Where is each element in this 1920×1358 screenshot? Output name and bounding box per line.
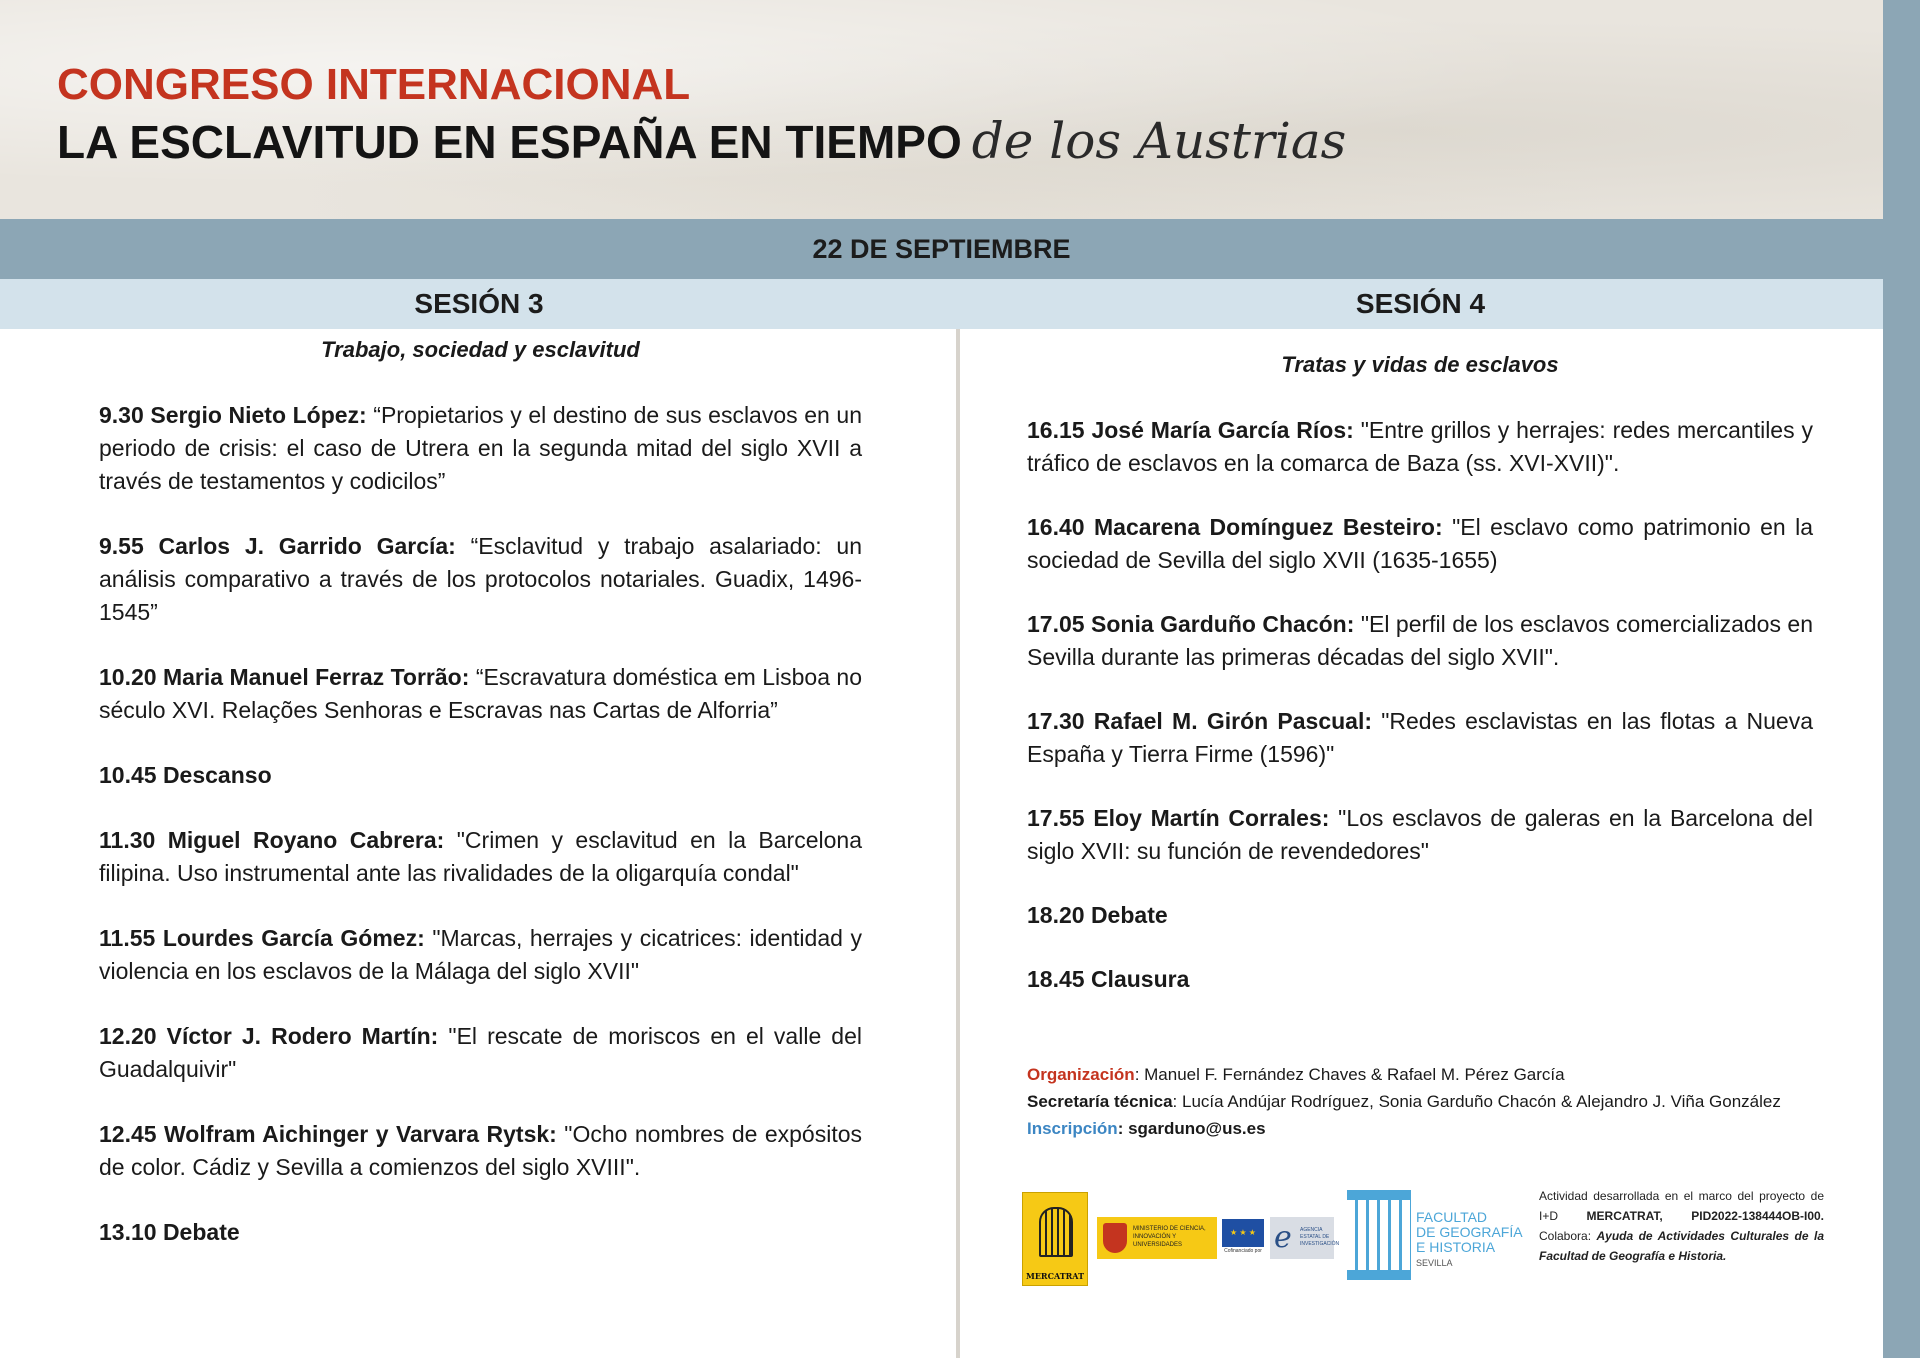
talk-item — [1027, 802, 1813, 868]
talk-speaker: 12.20 Víctor J. Rodero Martín: — [99, 1023, 439, 1049]
talk-speaker: 10.45 Descanso — [99, 762, 272, 788]
talk-item — [1027, 608, 1813, 674]
faculty-line-2: DE GEOGRAFÍA — [1416, 1224, 1523, 1240]
session-3-label: SESIÓN 3 — [414, 288, 544, 319]
talk-title: "El esclavo como patrimonio en la sociedad de Sevilla del siglo XVII (1635-1655) — [1027, 514, 1814, 573]
talk-speaker: 17.05 Sonia Garduño Chacón: — [1027, 611, 1355, 637]
talk-item — [99, 1020, 862, 1086]
secretariat-line — [1027, 1088, 1857, 1115]
project-note-collab: Colabora: — [1539, 1229, 1597, 1243]
talk-title: "El rescate de moriscos en el valle del Guadalquivir" — [99, 1023, 862, 1082]
talk-speaker: 18.45 Clausura — [1027, 966, 1190, 992]
talk-title: "Redes esclavistas en las flotas a Nueva España y Tierra Firme (1596)" — [1027, 708, 1813, 767]
talk-speaker: 9.55 Carlos J. Garrido García: — [99, 533, 456, 559]
talk-title: "Entre grillos y herrajes: redes mercantiles y tráfico de esclavos en la comarca de Baza (ss. XVI-XVII)". — [1027, 417, 1814, 476]
talk-item — [99, 530, 862, 629]
faculty-line-1: FACULTAD — [1416, 1209, 1488, 1225]
eu-flag-icon: ★ ★ ★ — [1222, 1219, 1264, 1247]
talk-item — [99, 759, 862, 792]
aei-logo-text: AGENCIA ESTATAL DE INVESTIGACIÓN — [1300, 1227, 1340, 1247]
organization-label: Organización — [1027, 1065, 1135, 1084]
aei-e-icon: e — [1274, 1220, 1292, 1255]
talk-item — [99, 1216, 862, 1249]
talk-speaker: 17.55 Eloy Martín Corrales: — [1027, 805, 1330, 831]
project-note — [1539, 1186, 1824, 1266]
organization-value: : Manuel F. Fernández Chaves & Rafael M. Pérez García — [1134, 1065, 1565, 1084]
session-bar — [0, 279, 1883, 329]
faculty-logo-text — [1416, 1210, 1526, 1271]
session-4-theme: Tratas y vidas de esclavos — [1281, 352, 1559, 377]
secretariat-value: : Lucía Andújar Rodríguez, Sonia Garduño Chacón & Alejandro J. Viña González — [1172, 1092, 1781, 1111]
session-3-theme: Trabajo, sociedad y esclavitud — [321, 337, 640, 362]
talk-speaker: 16.40 Macarena Domínguez Besteiro: — [1027, 514, 1443, 540]
talk-title: "Ocho nombres de expósitos de color. Cádiz y Sevilla a comienzos del siglo XVIII". — [99, 1121, 863, 1180]
faculty-city: SEVILLA — [1416, 1258, 1453, 1268]
aei-logo — [1270, 1217, 1340, 1259]
talk-title: “Propietarios y el destino de sus esclavos en un periodo de crisis: el caso de Utrera en la segunda mitad del siglo XVII a través de testamentos y codicilos” — [99, 402, 862, 494]
ministry-logo — [1097, 1217, 1217, 1259]
project-note-aid: Ayuda de Actividades Culturales de la Facultad de Geografía e Historia. — [1539, 1229, 1824, 1263]
talk-item — [1027, 705, 1813, 771]
header-banner — [0, 0, 1883, 219]
talk-item — [99, 661, 862, 727]
talk-item — [99, 399, 862, 498]
talk-item — [99, 1118, 862, 1184]
congress-title: CONGRESO INTERNACIONAL — [57, 60, 691, 109]
secretariat-label: Secretaría técnica — [1027, 1092, 1173, 1111]
talk-title: "Crimen y esclavitud en la Barcelona filipina. Uso instrumental ante las rivalidades de la oligarquía condal" — [99, 827, 862, 886]
talk-item — [1027, 511, 1813, 577]
building-icon — [1347, 1190, 1411, 1280]
talk-speaker: 16.15 José María García Ríos: — [1027, 417, 1354, 443]
column-divider — [956, 329, 960, 1358]
project-note-prefix: Actividad desarrollada en el marco del proyecto de I+D — [1539, 1189, 1824, 1223]
talk-item — [1027, 963, 1813, 996]
talk-speaker: 13.10 Debate — [99, 1219, 240, 1245]
registration-line — [1027, 1115, 1857, 1142]
talk-title: "El perfil de los esclavos comercializados en Sevilla durante las primeras décadas del siglo XVII". — [1027, 611, 1813, 670]
faculty-logo — [1347, 1190, 1523, 1282]
talk-title: “Escravatura doméstica em Lisboa no século XVI. Relações Senhoras e Escravas nas Cartas de Alforria” — [99, 664, 863, 723]
talk-speaker: 11.55 Lourdes García Gómez: — [99, 925, 425, 951]
eu-logo-text: Cofinanciado por — [1224, 1248, 1262, 1254]
talk-speaker: 17.30 Rafael M. Girón Pascual: — [1027, 708, 1372, 734]
faculty-line-3: E HISTORIA — [1416, 1239, 1496, 1255]
session-3-column — [99, 337, 862, 1281]
talk-speaker: 10.20 Maria Manuel Ferraz Torrão: — [99, 664, 470, 690]
talk-item — [1027, 899, 1813, 932]
talk-title: "Marcas, herrajes y cicatrices: identidad y violencia en los esclavos de la Málaga del siglo XVII" — [99, 925, 863, 984]
ministry-logo-text: MINISTERIO DE CIENCIA, INNOVACIÓN Y UNIVERSIDADES — [1133, 1226, 1206, 1248]
birdcage-icon — [1039, 1207, 1073, 1257]
date-bar: 22 DE SEPTIEMBRE — [0, 219, 1883, 279]
talk-speaker: 12.45 Wolfram Aichinger y Varvara Rytsk: — [99, 1121, 557, 1147]
eu-logo — [1220, 1217, 1266, 1259]
talk-speaker: 18.20 Debate — [1027, 902, 1168, 928]
mercatrat-logo — [1022, 1192, 1088, 1286]
subtitle-main: LA ESCLAVITUD EN ESPAÑA EN TIEMPO — [57, 116, 962, 168]
credits-block — [1027, 1061, 1857, 1142]
session-4-column — [1027, 352, 1813, 1027]
congress-subtitle — [57, 112, 1346, 170]
mercatrat-logo-text: MERCATRAT — [1025, 1271, 1085, 1281]
coat-of-arms-icon — [1103, 1223, 1127, 1253]
talk-item — [1027, 414, 1813, 480]
right-edge-strip — [1883, 0, 1920, 1358]
project-note-code: MERCATRAT, PID2022-138444OB-I00. — [1586, 1209, 1825, 1223]
session-4-label: SESIÓN 4 — [1355, 288, 1486, 319]
registration-label: Inscripción — [1027, 1119, 1118, 1138]
organization-line — [1027, 1061, 1857, 1088]
registration-email[interactable]: : sgarduno@us.es — [1117, 1119, 1266, 1138]
talk-title: “Esclavitud y trabajo asalariado: un análisis comparativo a través de los protocolos notariales. Guadix, 1496-1545” — [99, 533, 862, 625]
talk-speaker: 9.30 Sergio Nieto López: — [99, 402, 367, 428]
talk-title: "Los esclavos de galeras en la Barcelona del siglo XVII: su función de revendedores" — [1027, 805, 1813, 864]
talk-item — [99, 824, 862, 890]
subtitle-script: de los Austrias — [971, 112, 1347, 170]
talk-speaker: 11.30 Miguel Royano Cabrera: — [99, 827, 445, 853]
talk-item — [99, 922, 862, 988]
